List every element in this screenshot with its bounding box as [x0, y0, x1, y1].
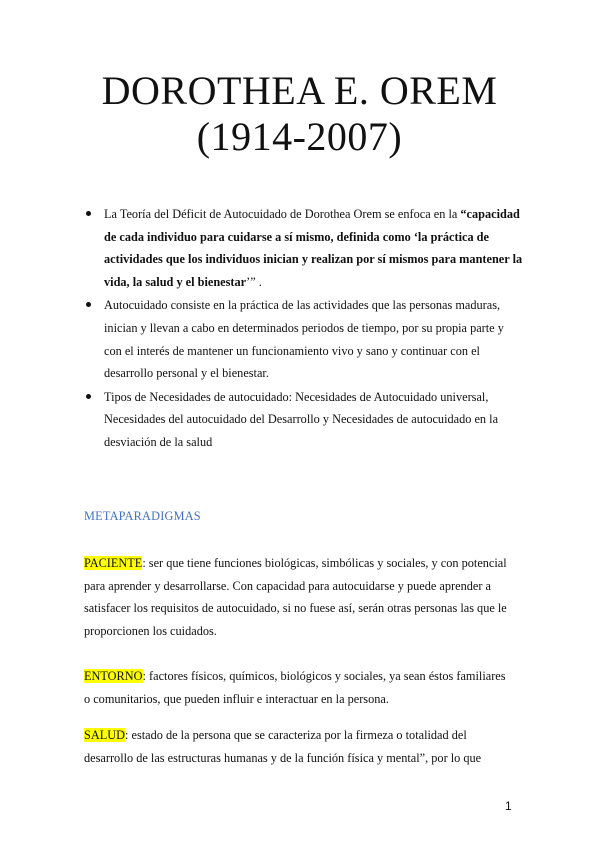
paragraph-paciente — [84, 552, 514, 642]
paragraph-salud — [84, 724, 514, 769]
bullet-icon — [86, 211, 91, 216]
bullet-icon — [86, 394, 91, 399]
title-name: DOROTHEA E. OREM — [101, 68, 498, 113]
title-years: (1914-2007) — [196, 114, 403, 159]
entorno-definition: : factores físicos, químicos, biológicos y sociales, ya sean éstos familiares o comunitarios, que pueden influir e interactuar en la persona. — [84, 669, 506, 706]
bullet-item-tipos — [84, 386, 524, 454]
document-title — [0, 68, 599, 160]
page-number: 1 — [505, 799, 512, 813]
bullet-item-autocuidado — [84, 294, 524, 384]
theory-bold-quote: “capacidad de cada individuo para cuidarse a sí mismo, definida como ‘la práctica de actividades que los individuos inician y realizan por sí mismos para mantener la vida, la salud y el bienestar — [104, 207, 523, 289]
term-paciente: PACIENTE — [84, 556, 143, 570]
salud-definition: : estado de la persona que se caracteriza por la firmeza o totalidad del desarrollo de las estructuras humanas y de la función física y mental”, por lo que — [84, 728, 482, 765]
term-salud: SALUD — [84, 728, 125, 742]
theory-text: La Teoría del Déficit de Autocuidado de Dorothea Orem se enfoca en la — [104, 207, 461, 221]
bullet-list — [84, 203, 524, 455]
tipos-text: Tipos de Necesidades de autocuidado: Necesidades de Autocuidado universal, Necesidades del autocuidado del Desarrollo y Necesidades de autocuidado en la desviación de la salud — [104, 389, 499, 449]
term-entorno: ENTORNO — [84, 669, 143, 683]
section-heading-metaparadigmas: METAPARADIGMAS — [84, 509, 201, 523]
paciente-definition: : ser que tiene funciones biológicas, simbólicas y sociales, y con potencial para aprender y desarrollarse. Con capacidad para autocuidarse y puede aprender a satisfacer los requisitos de autocuidado, si no fuese así, serán otras personas las que le proporcionen los cuidados. — [84, 556, 507, 638]
autocuidado-text: Autocuidado consiste en la práctica de las actividades que las personas maduras, inician y llevan a cabo en determinados periodos de tiempo, por su propia parte y con el interés de mantener un funcionamiento vivo y sano y continuar con el desarrollo personal y el bienestar. — [104, 298, 504, 381]
bullet-item-theory — [84, 203, 524, 293]
paragraph-entorno — [84, 665, 514, 710]
bullet-icon — [86, 302, 91, 307]
theory-quote-end: ’” . — [246, 274, 262, 289]
